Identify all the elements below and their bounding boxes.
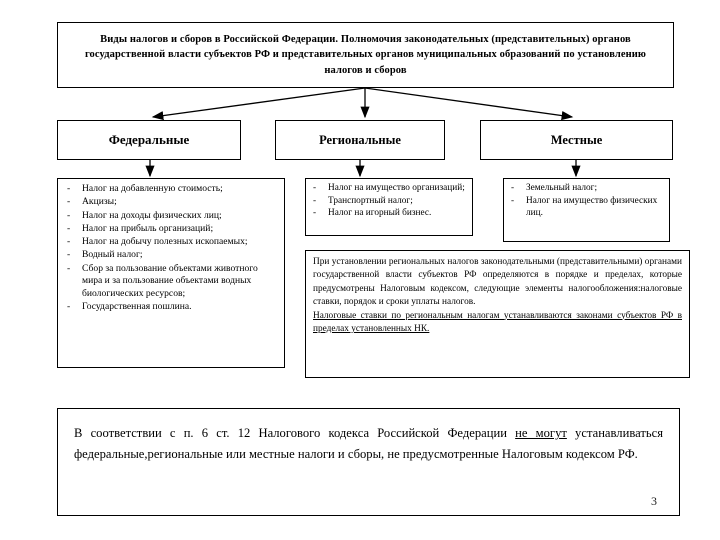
list-item-label: Транспортный налог; [328,195,413,206]
list-item-label: Налог на прибыль организаций; [82,222,214,234]
title-box [57,22,674,88]
list-item [60,223,280,236]
regional-taxes-box [305,178,473,236]
federal-taxes-box [57,178,285,368]
page-number: 3 [651,494,657,508]
dash-bullet-icon: - [511,195,515,206]
list-item [308,207,469,219]
list-item-label: Государственная пошлина. [82,301,192,313]
category-label-local: Местные [550,132,603,147]
list-item [60,196,280,209]
dash-bullet-icon: - [313,208,317,219]
list-item [506,182,666,194]
list-item-label: Сбор за пользование объектами животного мира и за пользование объектами водных биологических ресурсов; [82,262,258,299]
list-item-label: Налог на имущество организаций; [328,183,465,193]
regional-note-paragraph: При установлении региональных налогов законодательными (представительными) органами государственной власти субъектов РФ определяются в порядке и пределах, которые предусмотрены Налоговым кодексом, следующие элементы налогообложения:налоговые ставки, порядок и сроки уплаты налогов. [313,257,682,308]
list-item [60,249,280,262]
dash-bullet-icon: - [67,222,71,234]
arrow-title-to-federal [153,88,365,117]
category-label-regional: Региональные [319,132,401,147]
dash-bullet-icon: - [67,249,71,261]
category-box-federal[interactable] [57,120,241,160]
arrow-title-to-local [365,88,572,117]
list-item-label: Водный налог; [82,249,143,261]
dash-bullet-icon: - [67,301,71,313]
conclusion-text [74,423,663,465]
list-item [308,182,469,194]
list-item-label: Налог на игорный бизнес. [328,208,432,219]
list-item-label: Налог на доходы физических лиц; [82,209,222,221]
dash-bullet-icon: - [67,236,71,247]
category-box-regional[interactable] [275,120,445,160]
list-item [308,195,469,207]
list-item [60,236,280,249]
dash-bullet-icon: - [67,209,71,221]
dash-bullet-icon: - [313,183,317,193]
list-item-label: Налог на добычу полезных ископаемых; [82,236,248,247]
dash-bullet-icon: - [313,195,317,206]
list-item-label: Налог на добавленную стоимость; [82,183,223,194]
conclusion-part1: В соответствии с п. 6 ст. 12 Налогового кодекса Российской Федерации [74,426,516,440]
dash-bullet-icon: - [511,183,515,193]
federal-taxes-list [60,183,280,314]
conclusion-box [57,408,680,516]
list-item [506,195,666,219]
local-taxes-list [506,182,666,219]
regional-taxes-list [308,182,469,219]
regional-note-box [305,250,690,378]
list-item-label: Акцизы; [82,196,117,208]
list-item-label: Земельный налог; [526,183,598,193]
dash-bullet-icon: - [67,183,71,194]
dash-bullet-icon: - [67,196,71,208]
list-item-label: Налог на имущество физических лиц. [526,195,658,218]
regional-note-underlined-paragraph: Налоговые ставки по региональным налогам устанавливаются законами субъектов РФ в пределах установленных НК. [313,310,682,334]
list-item [60,210,280,223]
page-title: Виды налогов и сборов в Российской Федерации. Полномочия законодательных (представительных) органов государственной власти субъектов РФ и представительных органов муниципальных образований по установлению налогов и сборов [84,34,647,76]
conclusion-part2: устанавливаться федеральные,региональные или местные налоги и сборы, не предусмотренные Налоговым кодексом РФ. [74,426,663,461]
category-label-federal: Федеральные [108,132,190,147]
category-box-local[interactable] [480,120,673,160]
dash-bullet-icon: - [67,262,71,274]
conclusion-underlined: не могут [515,426,567,440]
list-item [60,263,280,301]
local-taxes-box [503,178,670,242]
list-item [60,183,280,196]
list-item [60,301,280,314]
